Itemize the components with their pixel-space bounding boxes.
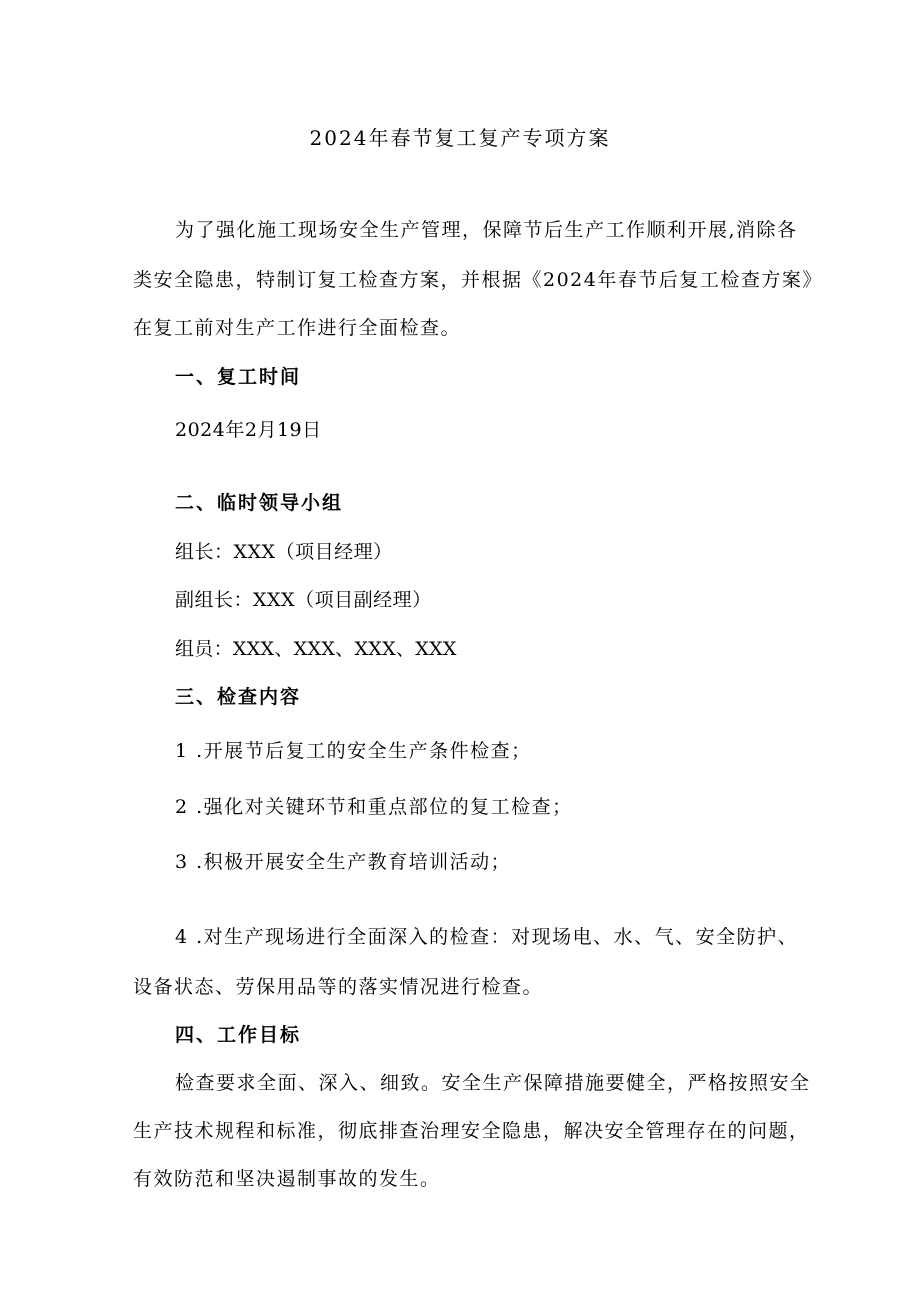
section-heading-inspection-content: 三、检查内容 (175, 686, 302, 708)
goals-line-2: 生产技术规程和标准，彻底排查治理安全隐患，解决安全管理存在的问题， (133, 1120, 810, 1142)
section-heading-leadership-group: 二、临时领导小组 (175, 492, 344, 514)
resume-date: 2024年2月19日 (175, 419, 322, 441)
intro-line-3: 在复工前对生产工作进行全面检查。 (133, 317, 462, 339)
inspection-item-4-line-1: 4 .对生产现场进行全面深入的检查：对现场电、水、气、安全防护、 (175, 926, 799, 948)
intro-line-1: 为了强化施工现场安全生产管理，保障节后生产工作顺利开展,消除各 (175, 219, 798, 241)
group-members: 组员：XXX、XXX、XXX、XXX (175, 638, 457, 660)
inspection-item-2: 2 .强化对关键环节和重点部位的复工检查； (175, 796, 573, 818)
section-heading-work-goals: 四、工作目标 (175, 1024, 302, 1046)
goals-line-3: 有效防范和坚决遏制事故的发生。 (133, 1168, 441, 1190)
inspection-item-4-line-2: 设备状态、劳保用品等的落实情况进行检查。 (133, 976, 544, 998)
inspection-item-1: 1 .开展节后复工的安全生产条件检查； (175, 740, 532, 762)
page-title: 2024年春节复工复产专项方案 (309, 126, 611, 150)
group-leader: 组长：XXX（项目经理） (175, 541, 393, 563)
goals-line-1: 检查要求全面、深入、细致。安全生产保障措施要健全，严格按照安全 (175, 1072, 811, 1094)
group-deputy-leader: 副组长：XXX（项目副经理） (175, 589, 432, 611)
inspection-item-3: 3 .积极开展安全生产教育培训活动； (175, 851, 512, 873)
section-heading-resume-time: 一、复工时间 (175, 366, 302, 388)
intro-line-2: 类安全隐患，特制订复工检查方案，并根据《2024年春节后复工检查方案》 (133, 269, 823, 291)
